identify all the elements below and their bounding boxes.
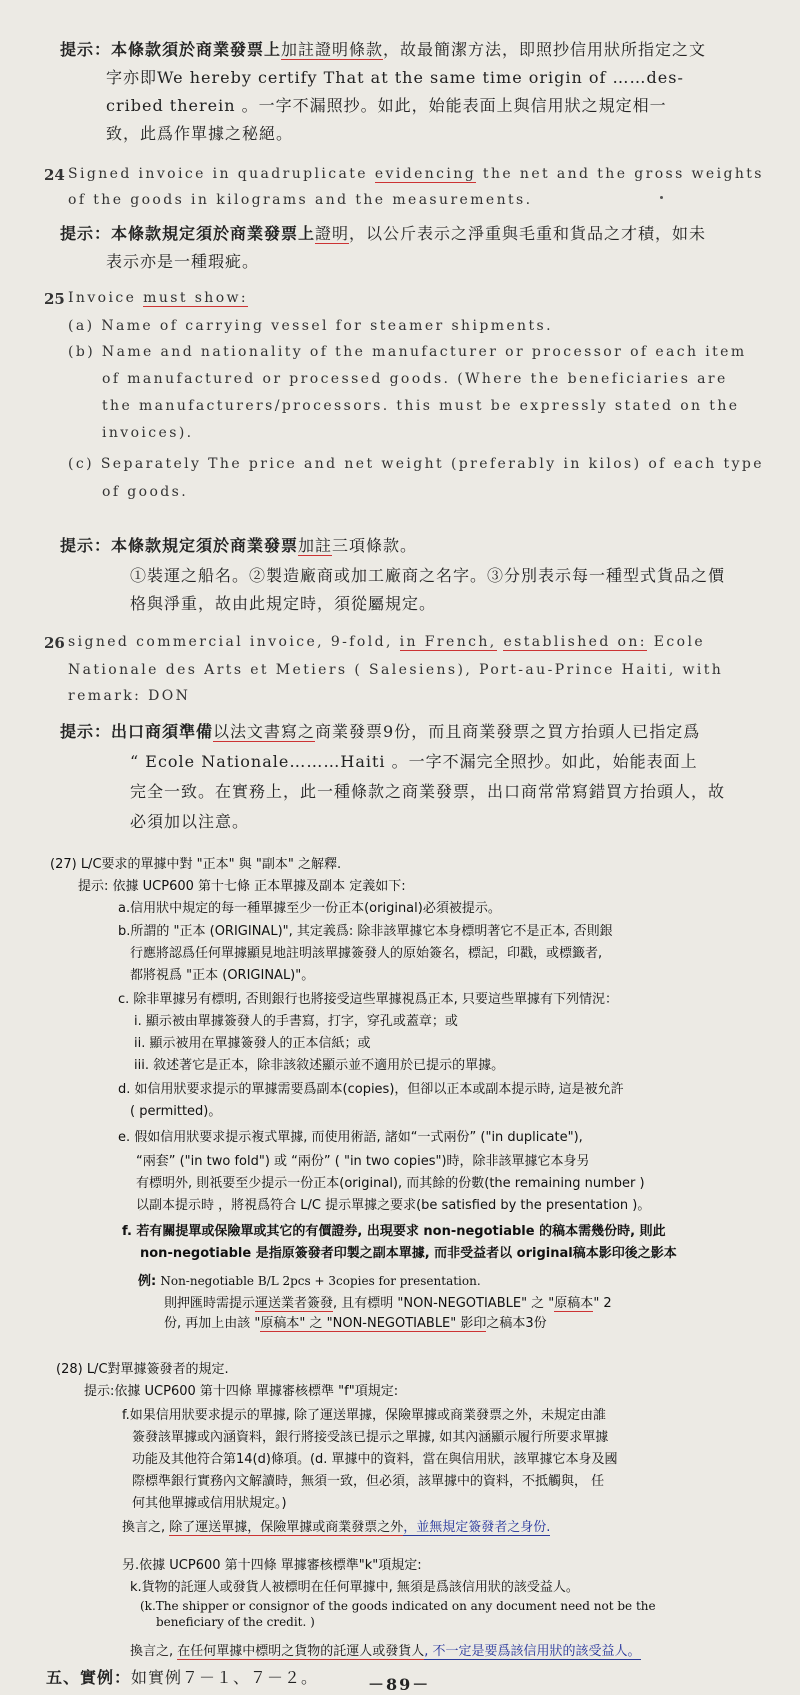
item26-tip-line1: 提示：出口商須準備以法文書寫之商業發票9份，而且商業發票之買方抬頭人已指定爲 xyxy=(60,722,701,741)
item28-f4: 際標準銀行實務內文解讀時，無須一致，但必須，該單據中的資料，不抵觸與， 任 xyxy=(132,1474,605,1489)
item27-c1: c. 除非單據另有標明, 否則銀行也將接受這些單據視爲正本, 只要這些單據有下列情況： xyxy=(118,992,618,1007)
item25-tip-line2: ①裝運之船名。②製造廠商或加工廠商之名字。③分別表示每一種型式貨品之價 xyxy=(130,566,726,585)
item25-a: (a) Name of carrying vessel for steamer shipments. xyxy=(68,318,553,334)
section5: 五、實例：如實例７－１、７－２。 xyxy=(46,1668,319,1687)
item28-f2: 簽發該單據或內涵資料，銀行將接受該已提示之單據, 如其內涵顯示履行所要求單據 xyxy=(132,1430,609,1445)
item24-line1: Signed invoice in quadruplicate evidencing the net and the gross weights xyxy=(68,166,764,182)
item28-f1: f.如果信用狀要求提示的單據, 除了運送單據，保險單據或商業發票之外，未規定由誰 xyxy=(122,1408,607,1423)
item27-b1: b.所謂的 "正本 (ORIGINAL)", 其定義爲: 除非該單據它本身標明著它不是正本, 否則銀 xyxy=(118,924,613,939)
item26-number: 26 xyxy=(44,634,65,652)
item26-tip-line3: 完全一致。在實務上，此一種條款之商業發票，出口商常常寫錯買方抬頭人，故 xyxy=(130,782,726,801)
item27-example-line3: 份, 再加上由該 "原稿本" 之 "NON-NEGOTIABLE" 影印之稿本3份 xyxy=(164,1316,547,1331)
item28-k2: (k.The shipper or consignor of the goods indicated on any document need not be the xyxy=(140,1599,656,1613)
item28-f5: 何其他單據或信用狀規定。) xyxy=(132,1496,287,1511)
item28-summary1: 換言之, 除了運送單據，保險單據或商業發票之外，並無規定簽發者之身份. xyxy=(122,1520,551,1535)
item24-tip-line2: 表示亦是一種瑕疵。 xyxy=(106,252,260,271)
item25-b4: invoices). xyxy=(102,425,194,441)
item27-ci: i. 顯示被由單據簽發人的手書寫，打字，穿孔或蓋章；或 xyxy=(134,1014,458,1029)
item27-tip: 提示: 依據 UCP600 第十七條 正本單據及副本 定義如下: xyxy=(78,879,406,894)
item28-f3: 功能及其他符合第14(d)條項。(d. 單據中的資料，當在與信用狀，該單據它本身及國 xyxy=(132,1452,618,1467)
item28-summary2: 換言之, 在任何單據中標明之貨物的託運人或發貨人, 不一定是要爲該信用狀的該受益人。 xyxy=(130,1644,641,1659)
item25-b1: (b) Name and nationality of the manufacturer or processor of each item xyxy=(68,344,747,360)
item27-ciii: iii. 敘述著它是正本，除非該敘述顯示並不適用於已提示的單據。 xyxy=(134,1058,505,1073)
item28-k-tip: 另.依據 UCP600 第十四條 單據審核標準"k"項規定: xyxy=(122,1558,422,1573)
item25-tip-line1: 提示：本條款規定須於商業發票加註三項條款。 xyxy=(60,536,418,555)
item27-f2: non-negotiable 是指原簽發者印製之副本單據, 而非受益者以 original稿本影印後之影本 xyxy=(140,1246,677,1261)
item27-heading: (27) L/C要求的單據中對 "正本" 與 "副本" 之解釋. xyxy=(50,857,342,872)
item25-c1: (c) Separately The price and net weight (preferably in kilos) of each type xyxy=(68,456,764,472)
item27-b2: 行應將認爲任何單據顯見地註明該單據簽發人的原始簽名，標記，印戳，或標籤者, xyxy=(130,946,603,961)
item28-tip: 提示:依據 UCP600 第十四條 單據審核標準 "f"項規定: xyxy=(84,1384,399,1399)
item26-line3: remark: DON xyxy=(68,688,191,704)
item25-line1: Invoice must show: xyxy=(68,290,249,306)
item26-tip-line2: “ Ecole Nationale………Haiti 。一字不漏完全照抄。如此，始能表面上 xyxy=(130,752,698,771)
item27-f1: f. 若有關提單或保險單或其它的有價證券, 出現要求 non-negotiable 的稿本需幾份時, 則此 xyxy=(122,1224,666,1239)
item27-d2: ( permitted)。 xyxy=(130,1104,222,1119)
item28-k1: k.貨物的託運人或發貨人被標明在任何單據中, 無須是爲該信用狀的該受益人。 xyxy=(130,1580,579,1595)
item24-tip-line1: 提示：本條款規定須於商業發票上證明，以公斤表示之淨重與毛重和貨品之才積，如未 xyxy=(60,224,707,243)
item27-e1: e. 假如信用狀要求提示複式單據, 而使用術語, 諸如“一式兩份” ("in duplicate"), xyxy=(118,1130,583,1145)
tip1-line2: 字亦即We hereby certify That at the same time origin of ……des- xyxy=(106,68,684,87)
page-number: －89－ xyxy=(368,1675,431,1694)
item28-heading: (28) L/C對單據簽發者的規定. xyxy=(56,1362,229,1377)
item27-cii: ii. 顯示被用在單據簽發人的正本信紙；或 xyxy=(134,1036,371,1051)
item27-b3: 都將視爲 "正本 (ORIGINAL)"。 xyxy=(130,968,315,983)
item27-example: 例: Non-negotiable B/L 2pcs + 3copies for presentation. xyxy=(138,1274,481,1289)
scan-speck xyxy=(660,196,663,199)
item27-a: a.信用狀中規定的每一種單據至少一份正本(original)必須被提示。 xyxy=(118,901,501,916)
item27-e3: 有標明外, 則祇要至少提示一份正本(original), 而其餘的份數(the remaining number ) xyxy=(136,1176,645,1191)
item26-tip-line4: 必須加以注意。 xyxy=(130,812,250,831)
item26-line2: Nationale des Arts et Metiers ( Salesiens), Port-au-Prince Haiti, with xyxy=(68,662,724,678)
item28-k3: beneficiary of the credit. ) xyxy=(156,1615,315,1629)
item27-example-line2: 則押匯時需提示運送業者簽發, 且有標明 "NON-NEGOTIABLE" 之 "原稿本" 2 xyxy=(164,1296,612,1311)
item25-tip-line3: 格與淨重，故由此規定時，須從屬規定。 xyxy=(130,594,437,613)
tip1-line1: 提示：本條款須於商業發票上加註證明條款，故最簡潔方法，即照抄信用狀所指定之文 xyxy=(60,40,707,59)
item25-b3: the manufacturers/processors. this must be expressly stated on the xyxy=(102,398,740,414)
item24-number: 24 xyxy=(44,166,65,184)
item25-number: 25 xyxy=(44,290,65,308)
item27-e2: “兩套” ("in two fold") 或 “兩份” ( "in two copies")時，除非該單據它本身另 xyxy=(136,1154,590,1169)
item25-c2: of goods. xyxy=(102,484,189,500)
item24-line2: of the goods in kilograms and the measurements. xyxy=(68,192,533,208)
item25-b2: of manufactured or processed goods. (Where the beneficiaries are xyxy=(102,371,728,387)
tip1-line4: 致，此爲作單據之秘絕。 xyxy=(106,124,294,143)
tip1-line3: cribed therein 。一字不漏照抄。如此，始能表面上與信用狀之規定相一 xyxy=(106,96,667,115)
item27-d1: d. 如信用狀要求提示的單據需要爲副本(copies)，但卻以正本或副本提示時, 這是被允許 xyxy=(118,1082,624,1097)
item26-line1: signed commercial invoice, 9-fold, in French, established on: Ecole xyxy=(68,634,706,650)
item27-e4: 以副本提示時 ，將視爲符合 L/C 提示單據之要求(be satisfied by the presentation )。 xyxy=(136,1198,651,1213)
